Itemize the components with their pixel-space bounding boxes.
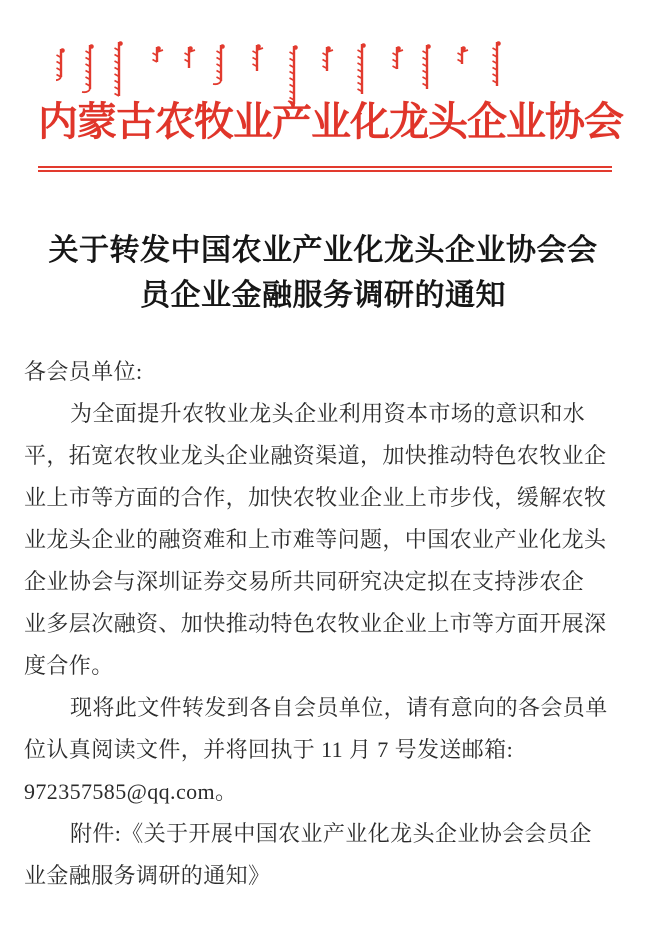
document-title <box>18 228 628 318</box>
body-line: 度合作。 <box>24 653 114 678</box>
document-title-line2: 员企业金融服务调研的通知 <box>140 279 506 312</box>
salutation-line: 各会员单位: <box>24 359 143 384</box>
body-line: 业上市等方面的合作，加快农牧业企业上市步伐，缓解农牧 <box>24 485 607 510</box>
body-line: 企业协会与深圳证券交易所共同研究决定拟在支持涉农企 <box>24 569 585 594</box>
body-line: 位认真阅读文件，并将回执于 11 月 7 号发送邮箱: <box>24 737 514 762</box>
document-title-line1: 关于转发中国农业产业化龙头企业协会会 <box>48 234 598 267</box>
body-line: 现将此文件转发到各自会员单位，请有意向的各会员单 <box>70 695 608 720</box>
attachment-line: 业金融服务调研的通知》 <box>24 863 271 888</box>
email-line: 972357585@qq.com。 <box>24 779 238 804</box>
red-divider-rule <box>38 166 612 172</box>
body-line: 为全面提升农牧业龙头企业利用资本市场的意识和水 <box>70 401 586 426</box>
body-line: 业多层次融资、加快推动特色农牧业企业上市等方面开展深 <box>24 611 607 636</box>
body-line: 平，拓宽农牧业龙头企业融资渠道，加快推动特色农牧业企 <box>24 443 607 468</box>
org-name-header: 内蒙古农牧业产业化龙头企业协会 <box>38 99 623 144</box>
attachment-line: 附件:《关于开展中国农业产业化龙头企业协会会员企 <box>70 821 592 846</box>
body-line: 业龙头企业的融资难和上市难等问题，中国农业产业化龙头 <box>24 527 607 552</box>
document-body <box>24 351 618 897</box>
